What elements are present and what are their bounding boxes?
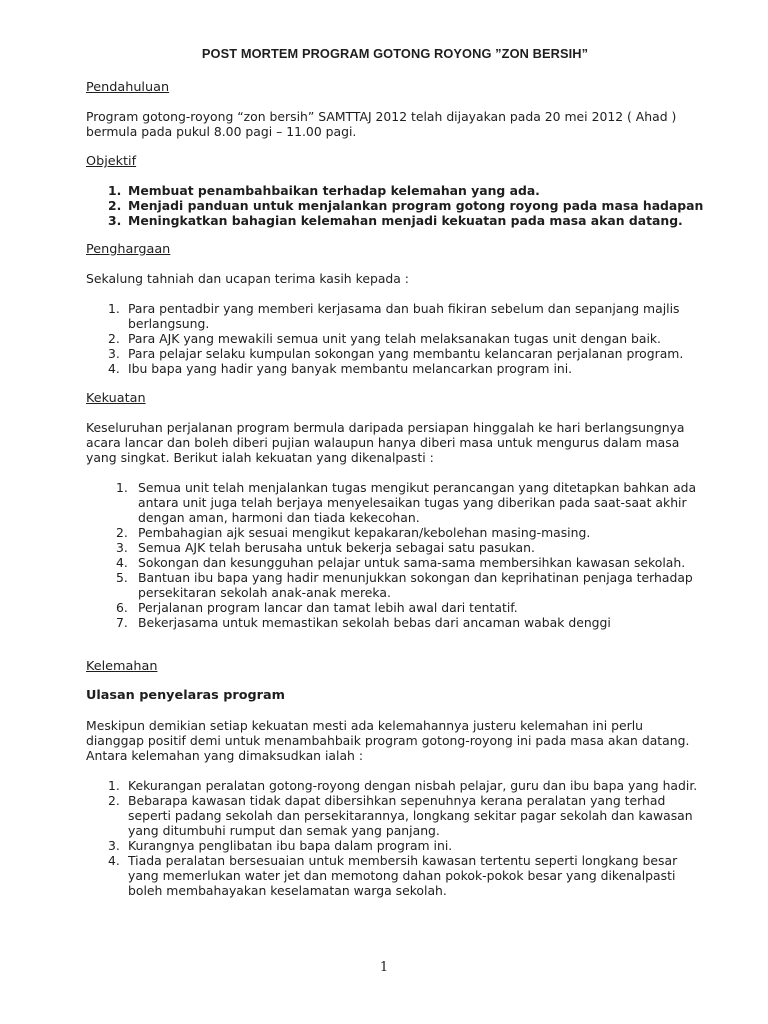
penghargaan-list [86, 301, 704, 376]
list-item: 2. Para AJK yang mewakili semua unit yang telah melaksanakan tugas unit dengan baik. [108, 331, 661, 346]
penghargaan-intro: Sekalung tahniah dan ucapan terima kasih kepada : [86, 271, 409, 286]
list-item: 3. Semua AJK telah berusaha untuk bekerja sebagai satu pasukan. [116, 540, 535, 555]
list-item: 2. Pembahagian ajk sesuai mengikut kepakaran/kebolehan masing-masing. [116, 525, 591, 540]
pendahuluan-text: Program gotong-royong “zon bersih” SAMTTAJ 2012 telah dijayakan pada 20 mei 2012 ( Ahad ) bermula pada pukul 8.00 pagi – 11.00 pagi. [86, 109, 677, 139]
list-item: 4. Tiada peralatan bersesuaian untuk membersih kawasan tertentu seperti longkang besar yang memerlukan water jet dan memotong dahan pokok-pokok besar yang dikenalpasti boleh membahayakan keselamatan warga sekolah. [108, 853, 678, 898]
page-number: 1 [379, 960, 389, 975]
list-item: 1. Kekurangan peralatan gotong-royong dengan nisbah pelajar, guru dan ibu bapa yang hadir. [108, 778, 698, 793]
list-item: 5. Bantuan ibu bapa yang hadir menunjukkan sokongan dan keprihatinan penjaga terhadap persekitaran sekolah anak-anak mereka. [116, 570, 693, 600]
document-title: POST MORTEM PROGRAM GOTONG ROYONG ”ZON BERSIH” [201, 46, 589, 61]
subheading-ulasan: Ulasan penyelaras program [86, 688, 285, 703]
list-item: 1. Membuat penambahbaikan terhadap kelemahan yang ada. [108, 183, 540, 198]
heading-objektif: Objektif [86, 154, 137, 169]
list-item: 4. Sokongan dan kesungguhan pelajar untuk sama-sama membersihkan kawasan sekolah. [116, 555, 686, 570]
kelemahan-intro: Meskipun demikian setiap kekuatan mesti ada kelemahannya justeru kelemahan ini perlu dianggap positif demi untuk menambahbaik program gotong-royong ini pada masa akan datang. Antara kelemahan yang dimaksudkan ialah : [86, 718, 690, 763]
list-item: 1. Para pentadbir yang memberi kerjasama dan buah fikiran sebelum dan sepanjang majlis berlangsung. [108, 301, 680, 331]
list-item: 2. Menjadi panduan untuk menjalankan program gotong royong pada masa hadapan [108, 198, 704, 213]
list-item: 3. Meningkatkan bahagian kelemahan menjadi kekuatan pada masa akan datang. [108, 213, 683, 228]
kekuatan-intro: Keseluruhan perjalanan program bermula daripada persiapan hinggalah ke hari berlangsungnya acara lancar dan boleh diberi pujian walaupun hanya diberi masa untuk mengurus dalam masa yang singkat. Berikut ialah kekuatan yang dikenalpasti : [86, 420, 685, 465]
objektif-list [86, 183, 704, 228]
kekuatan-list [86, 480, 704, 630]
list-item: 7. Bekerjasama untuk memastikan sekolah bebas dari ancaman wabak denggi [116, 615, 611, 630]
list-item: 3. Para pelajar selaku kumpulan sokongan yang membantu kelancaran perjalanan program. [108, 346, 684, 361]
heading-pendahuluan: Pendahuluan [86, 80, 170, 95]
list-item: 4. Ibu bapa yang hadir yang banyak membantu melancarkan program ini. [108, 361, 573, 376]
heading-penghargaan: Penghargaan [86, 242, 171, 257]
kelemahan-list [86, 778, 704, 898]
document-page [86, 46, 704, 898]
list-item: 6. Perjalanan program lancar dan tamat lebih awal dari tentatif. [116, 600, 518, 615]
list-item: 3. Kurangnya penglibatan ibu bapa dalam program ini. [108, 838, 453, 853]
heading-kekuatan: Kekuatan [86, 391, 146, 406]
list-item: 2. Bebarapa kawasan tidak dapat dibersihkan sepenuhnya kerana peralatan yang terhad seperti padang sekolah dan persekitarannya, longkang sekitar pagar sekolah dan kawasan yang ditumbuhi rumput dan semak yang panjang. [108, 793, 693, 838]
list-item: 1. Semua unit telah menjalankan tugas mengikut perancangan yang ditetapkan bahkan ada antara unit juga telah berjaya menyelesaikan tugas yang diberikan pada saat-saat akhir dengan aman, harmoni dan tiada kekecohan. [116, 480, 697, 525]
heading-kelemahan: Kelemahan [86, 659, 158, 674]
